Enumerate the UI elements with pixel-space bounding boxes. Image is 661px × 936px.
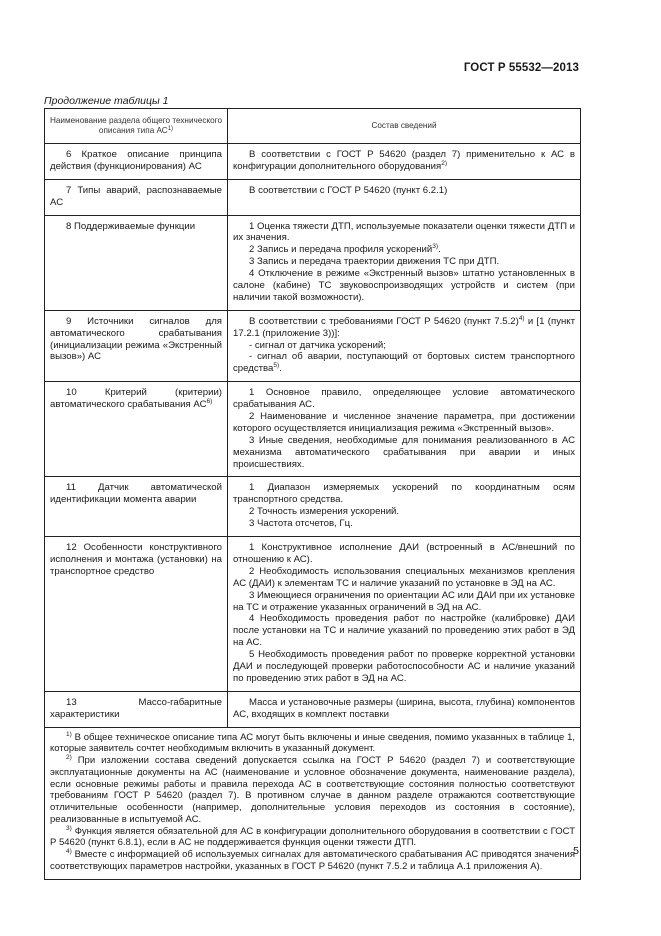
content-text: - сигнал об аварии, поступающий от бортовых систем транспортного средства — [233, 351, 575, 375]
footnote-mark: 3) — [66, 824, 72, 832]
content-text: 3 Имеющиеся ограничения по ориентации АС или ДАИ при их установке на ТС и отражение указанных ограничений в ЭД на АС. — [233, 589, 575, 613]
content-paragraph — [233, 613, 575, 649]
content-text-tail: . — [279, 363, 282, 375]
content-text: 1 Диапазон измеряемых ускорений по координатным осям транспортного средства. — [233, 482, 575, 506]
table-row — [45, 382, 581, 477]
content-cell — [228, 691, 581, 727]
requirements-table — [44, 108, 581, 880]
section-name — [50, 482, 222, 506]
footnote — [50, 849, 575, 873]
section-name-text: 6 Краткое описание принципа действия (функционирования) АС — [50, 149, 222, 172]
column-header-footnote-mark: 1) — [167, 126, 174, 132]
content-paragraph — [233, 590, 575, 614]
content-text: 1 Оценка тяжести ДТП, используемые показатели оценки тяжести ДТП и их значения. — [233, 220, 575, 244]
content-paragraph — [233, 256, 575, 268]
content-paragraph — [233, 697, 575, 721]
table-row — [45, 144, 581, 180]
content-text: 1 Конструктивное исполнение ДАИ (встроенный в АС/внешний по отношению к АС). — [233, 542, 575, 565]
content-cell — [228, 215, 581, 310]
footnote-mark: 1) — [66, 730, 72, 738]
content-paragraph — [233, 566, 575, 590]
section-name-cell — [45, 144, 228, 180]
section-name-cell — [45, 215, 228, 310]
page-number: 5 — [573, 845, 579, 857]
content-text: 3 Запись и передача траектории движения ТС при ДТП. — [249, 256, 500, 268]
section-name — [50, 185, 222, 209]
content-text: 4 Необходимость проведения работ по настройке (калибровке) ДАИ после установки на ТС и наличие указаний по проведению этих работ в ЭД на АС. — [233, 613, 575, 649]
footnotes-cell — [45, 727, 581, 879]
content-text: - сигнал от датчика ускорений; — [249, 339, 386, 351]
footnote-mark: 3) — [432, 243, 439, 251]
content-paragraph — [233, 221, 575, 245]
section-name-text: 11 Датчик автоматической идентификации момента аварии — [50, 482, 222, 506]
section-name — [50, 149, 222, 173]
section-name-text: 7 Типы аварий, распознаваемые АС — [50, 184, 222, 208]
content-text: В соответствии с ГОСТ Р 54620 (раздел 7) применительно к АС в конфигурации дополнительного оборудования — [233, 149, 575, 172]
footnote — [50, 732, 575, 756]
footnote-text: Вместе с информацией об используемых сигналах для автоматического срабатывания АС приводятся значения соответствующих параметров настройки, указанных в ГОСТ Р 54620 (пункт 7.5.2 и таблица А.1 приложения А). — [50, 849, 575, 872]
footnote-mark: 6) — [206, 398, 213, 406]
section-name-cell — [45, 691, 228, 727]
section-name — [50, 316, 222, 364]
section-name — [50, 221, 222, 233]
content-paragraph — [233, 482, 575, 506]
table-header-row — [45, 109, 581, 144]
content-text: 1 Основное правило, определяющее условие автоматического срабатывания АС. — [233, 387, 575, 411]
content-text: 2 Наименование и численное значение параметра, при достижении которого осуществляется инициализация режима «Экстренный вызов». — [233, 411, 575, 434]
section-name-cell — [45, 477, 228, 537]
section-name-cell — [45, 382, 228, 477]
section-name-text: 8 Поддерживаемые функции — [66, 220, 196, 232]
footnotes-row — [45, 727, 581, 879]
content-paragraph — [233, 649, 575, 685]
content-paragraph — [233, 506, 575, 518]
content-text: 5 Необходимость проведения работ по проверке корректной установки ДАИ и последующей проверки работоспособности АС и наличие указаний по проведению этих работ в ЭД на АС. — [233, 649, 575, 684]
footnote-text: При изложении состава сведений допускается ссылка на ГОСТ Р 54620 (раздел 7) и соответствующие эксплуатационные документы на АС (наименование и условное обозначение документа, наименование раздела), если основные режимы работы и правила перехода АС в соответствующие состояния полностью соответствуют требованиям ГОСТ Р 54620 (раздел 7). В противном случае в данном разделе отражаются соответствующие отличительные особенности (например, дополнительные условия переходов из состояния в состояние), реализованные в испытуемой АС. — [50, 755, 575, 825]
section-name — [50, 387, 222, 411]
content-paragraph — [233, 268, 575, 304]
content-text: 2 Точность измерения ускорений. — [249, 506, 400, 518]
content-text: В соответствии с требованиями ГОСТ Р 54620 (пункт 7.5.2) — [249, 315, 519, 327]
content-text: Масса и установочные размеры (ширина, высота, глубина) компонентов АС, входящих в комплект поставки — [233, 696, 575, 720]
content-paragraph — [233, 387, 575, 411]
section-name — [50, 542, 222, 578]
table-row — [45, 215, 581, 310]
footnote-text: Функция является обязательной для АС в конфигурации дополнительного оборудования в соответствии с ГОСТ Р 54620 (пункт 6.8.1), если в АС не поддерживается функция оценки тяжести ДТП. — [50, 825, 575, 849]
column-header-section — [45, 109, 228, 144]
content-paragraph — [233, 185, 575, 197]
table-row — [45, 477, 581, 537]
section-name-cell — [45, 179, 228, 215]
standard-designation: ГОСТ Р 55532—2013 — [463, 62, 579, 74]
table-row — [45, 537, 581, 692]
footnote-mark: 2) — [441, 159, 448, 167]
section-name-cell — [45, 537, 228, 692]
content-paragraph — [233, 435, 575, 471]
section-name-text: 10 Критерий (критерии) автоматического срабатывания АС — [50, 387, 222, 411]
section-name — [50, 697, 222, 721]
footnote-text: В общее техническое описание типа АС могут быть включены и иные сведения, помимо указанных в таблице 1, которые заявитель сочтет необходимым включить в указанный документ. — [50, 731, 575, 755]
content-text-tail: и [1 (пункт 17.2.1 (приложение 3))]: — [233, 315, 575, 339]
table-row — [45, 179, 581, 215]
table-row — [45, 691, 581, 727]
content-text: 3 Иные сведения, необходимые для понимания реализованного в АС механизма автоматического срабатывания при аварии и иных происшествиях. — [233, 434, 575, 470]
content-cell — [228, 310, 581, 381]
content-cell — [228, 144, 581, 180]
content-cell — [228, 537, 581, 692]
footnote — [50, 755, 575, 826]
footnote — [50, 826, 575, 850]
content-paragraph — [233, 518, 575, 530]
section-name-cell — [45, 310, 228, 381]
content-paragraph — [233, 244, 575, 256]
content-cell — [228, 179, 581, 215]
content-text: 4 Отключение в режиме «Экстренный вызов» штатно установленных в салоне (кабине) ТС звуковоспроизводящих устройств и систем (при наличии такой возможности). — [233, 268, 575, 303]
content-text: 3 Частота отсчетов, Гц. — [249, 518, 353, 530]
content-cell — [228, 477, 581, 537]
table-row — [45, 310, 581, 381]
section-name-text: 12 Особенности конструктивного исполнения и монтажа (установки) на транспортное средство — [50, 542, 222, 577]
table-continuation-caption: Продолжение таблицы 1 — [44, 95, 169, 107]
content-text: В соответствии с ГОСТ Р 54620 (пункт 6.2.1) — [249, 184, 448, 196]
content-paragraph — [233, 351, 575, 375]
content-paragraph — [233, 411, 575, 435]
footnote-mark: 4) — [66, 848, 72, 856]
content-text: 2 Запись и передача профиля ускорений — [249, 244, 433, 256]
content-text-tail: . — [438, 244, 441, 256]
section-name-text: 9 Источники сигналов для автоматического срабатывания (инициализации режима «Экстренный вызов») АС — [50, 315, 222, 363]
content-cell — [228, 382, 581, 477]
column-header-content: Состав сведений — [228, 109, 581, 144]
footnote-mark: 4) — [518, 314, 525, 322]
footnote-mark: 2) — [66, 754, 72, 762]
content-text: 2 Необходимость использования специальных механизмов крепления АС (ДАИ) к элементам ТС и наличие указаний по установке в ЭД на АС. — [233, 565, 575, 589]
content-paragraph — [233, 316, 575, 340]
column-header-section-text: Наименование раздела общего технического описания типа АС — [49, 115, 223, 135]
content-paragraph — [233, 149, 575, 173]
content-paragraph — [233, 542, 575, 566]
content-paragraph — [233, 340, 575, 352]
section-name-text: 13 Массо-габаритные характеристики — [50, 696, 222, 720]
footnote-mark: 5) — [273, 362, 280, 370]
